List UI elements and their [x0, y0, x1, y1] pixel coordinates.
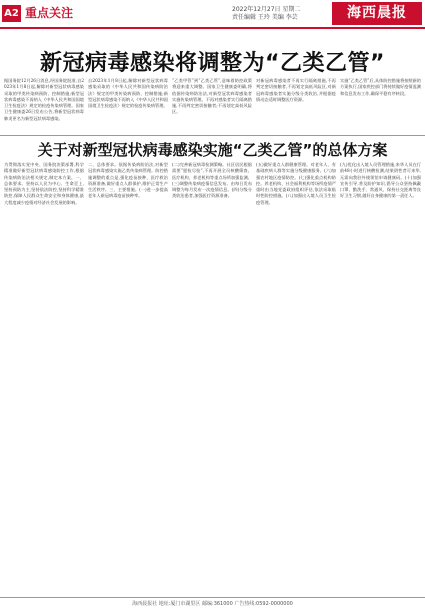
- article2-column-1: 为贯彻落实党中央、国务院决策部署,科学精准做好新型冠状病毒感染防控工作,根据传染病防治法相关规定,制定本方案。一、总体要求。坚持以人民为中心、生命至上,坚持预防为主,坚持依法防控,坚持科学精准防控,保障人民群众生命安全和身体健康,最大程度减少疫情对经济社会发展的影响。: [4, 162, 84, 205]
- header-rule: [0, 27, 425, 29]
- newspaper-logo: 海西晨报: [332, 2, 422, 25]
- article1-column-5: 实施“乙类乙管”后,具体防控措施将按照新的方案执行,国家疾控部门将持续做好疫情监测和信息发布工作,确保平稳有序转段。: [340, 78, 421, 96]
- article1-column-1: 据国务院12月26日消息,经国务院批准,自2023年1月8日起,解除对新型冠状病毒感染采取的甲类传染病预防、控制措施;新型冠状病毒感染不再纳入《中华人民共和国国境卫生检疫法》规定的检疫传染病管理。国家卫生健康委26日发布公告,将新型冠状病毒肺炎更名为新型冠状病毒感染。: [4, 78, 84, 121]
- article2-headline: 关于对新型冠状病毒感染实施“乙类乙管”的总体方案: [37, 141, 388, 159]
- page-header: [0, 0, 425, 27]
- footer-rule: [0, 597, 425, 598]
- article1-headline: 新冠病毒感染将调整为“乙类乙管”: [40, 51, 385, 76]
- section-title: 重点关注: [25, 6, 74, 20]
- article1-column-4: 对新冠病毒感染者不再实行隔离措施,不再判定密切接触者,不再划定高低风险区,对新冠病毒感染者实施分级分类收治,并根据疫情动态适时调整医疗资源。: [256, 78, 336, 102]
- article2-column-4: (五)做好重点人群健康管理。对老年人、有基础疾病人群等实施分级健康服务。(六)加强农村地区疫情防控。(七)强化重点机构防控。养老机构、社会福利机构等场所疫情严重时由当地党委政府组织评估,依法采取临时性防控措施。(八)加强出入境人员卫生检疫管理。: [256, 162, 336, 205]
- article2-column-3: (二)完善新冠病毒检测策略。社区居民根据需要“愿检尽检”,不再开展全员核酸筛查。医疗机构、养老机构等重点场所加强监测。(三)调整传染病疫情信息发布。由每日发布调整为每月发布一次疫情信息。(四)分级分类收治患者,加强医疗资源准备。: [172, 162, 252, 199]
- page-footer: 海西晨报社 地址:厦门市湖里区 邮编:361000 广告热线:0592-0000000: [132, 601, 293, 607]
- article2-column-5: (九)优化出入境人员管理措施,来华人员在行前48小时进行核酸检测,结果阴性者可来华,无需向我驻外使领馆申请健康码。(十)加强宣传引导,普及防护知识,倡导公众坚持佩戴口罩、勤洗手、常通风、保持社交距离等良好卫生习惯,做好自身健康的第一责任人。: [340, 162, 421, 199]
- article1-column-2: 自2023年1月8日起,解除对新型冠状病毒感染采取的《中华人民共和国传染病防治法》规定的甲类传染病预防、控制措施;新型冠状病毒感染不再纳入《中华人民共和国国境卫生检疫法》规定的检疫传染病管理。: [88, 78, 168, 109]
- article2-column-2: 二、总体要求。依据传染病防治法,对新型冠状病毒感染实施乙类传染病管理。防控措施调整的重点是,强化疫苗接种、医疗救治资源准备,做好重点人群保护,维护正常生产生活秩序。三、主要措施。(一)进一步提高老年人新冠病毒疫苗接种率。: [88, 162, 168, 199]
- editor-line: 责任编辑 王玲 美编 李芸: [232, 14, 298, 21]
- article-divider: [0, 135, 425, 136]
- page-number-badge: A2: [2, 5, 21, 22]
- date-line: 2022年12月27日 星期二: [232, 6, 301, 13]
- article1-column-3: “乙类甲管”到“乙类乙管”,意味着防控政策将迎来重大调整。国家卫生健康委明确,将依据传染病防治法,对新型冠状病毒感染者实施传染病管理。不再对感染者实行隔离措施,不再判定密切接触者;不再划定高低风险区。: [172, 78, 252, 115]
